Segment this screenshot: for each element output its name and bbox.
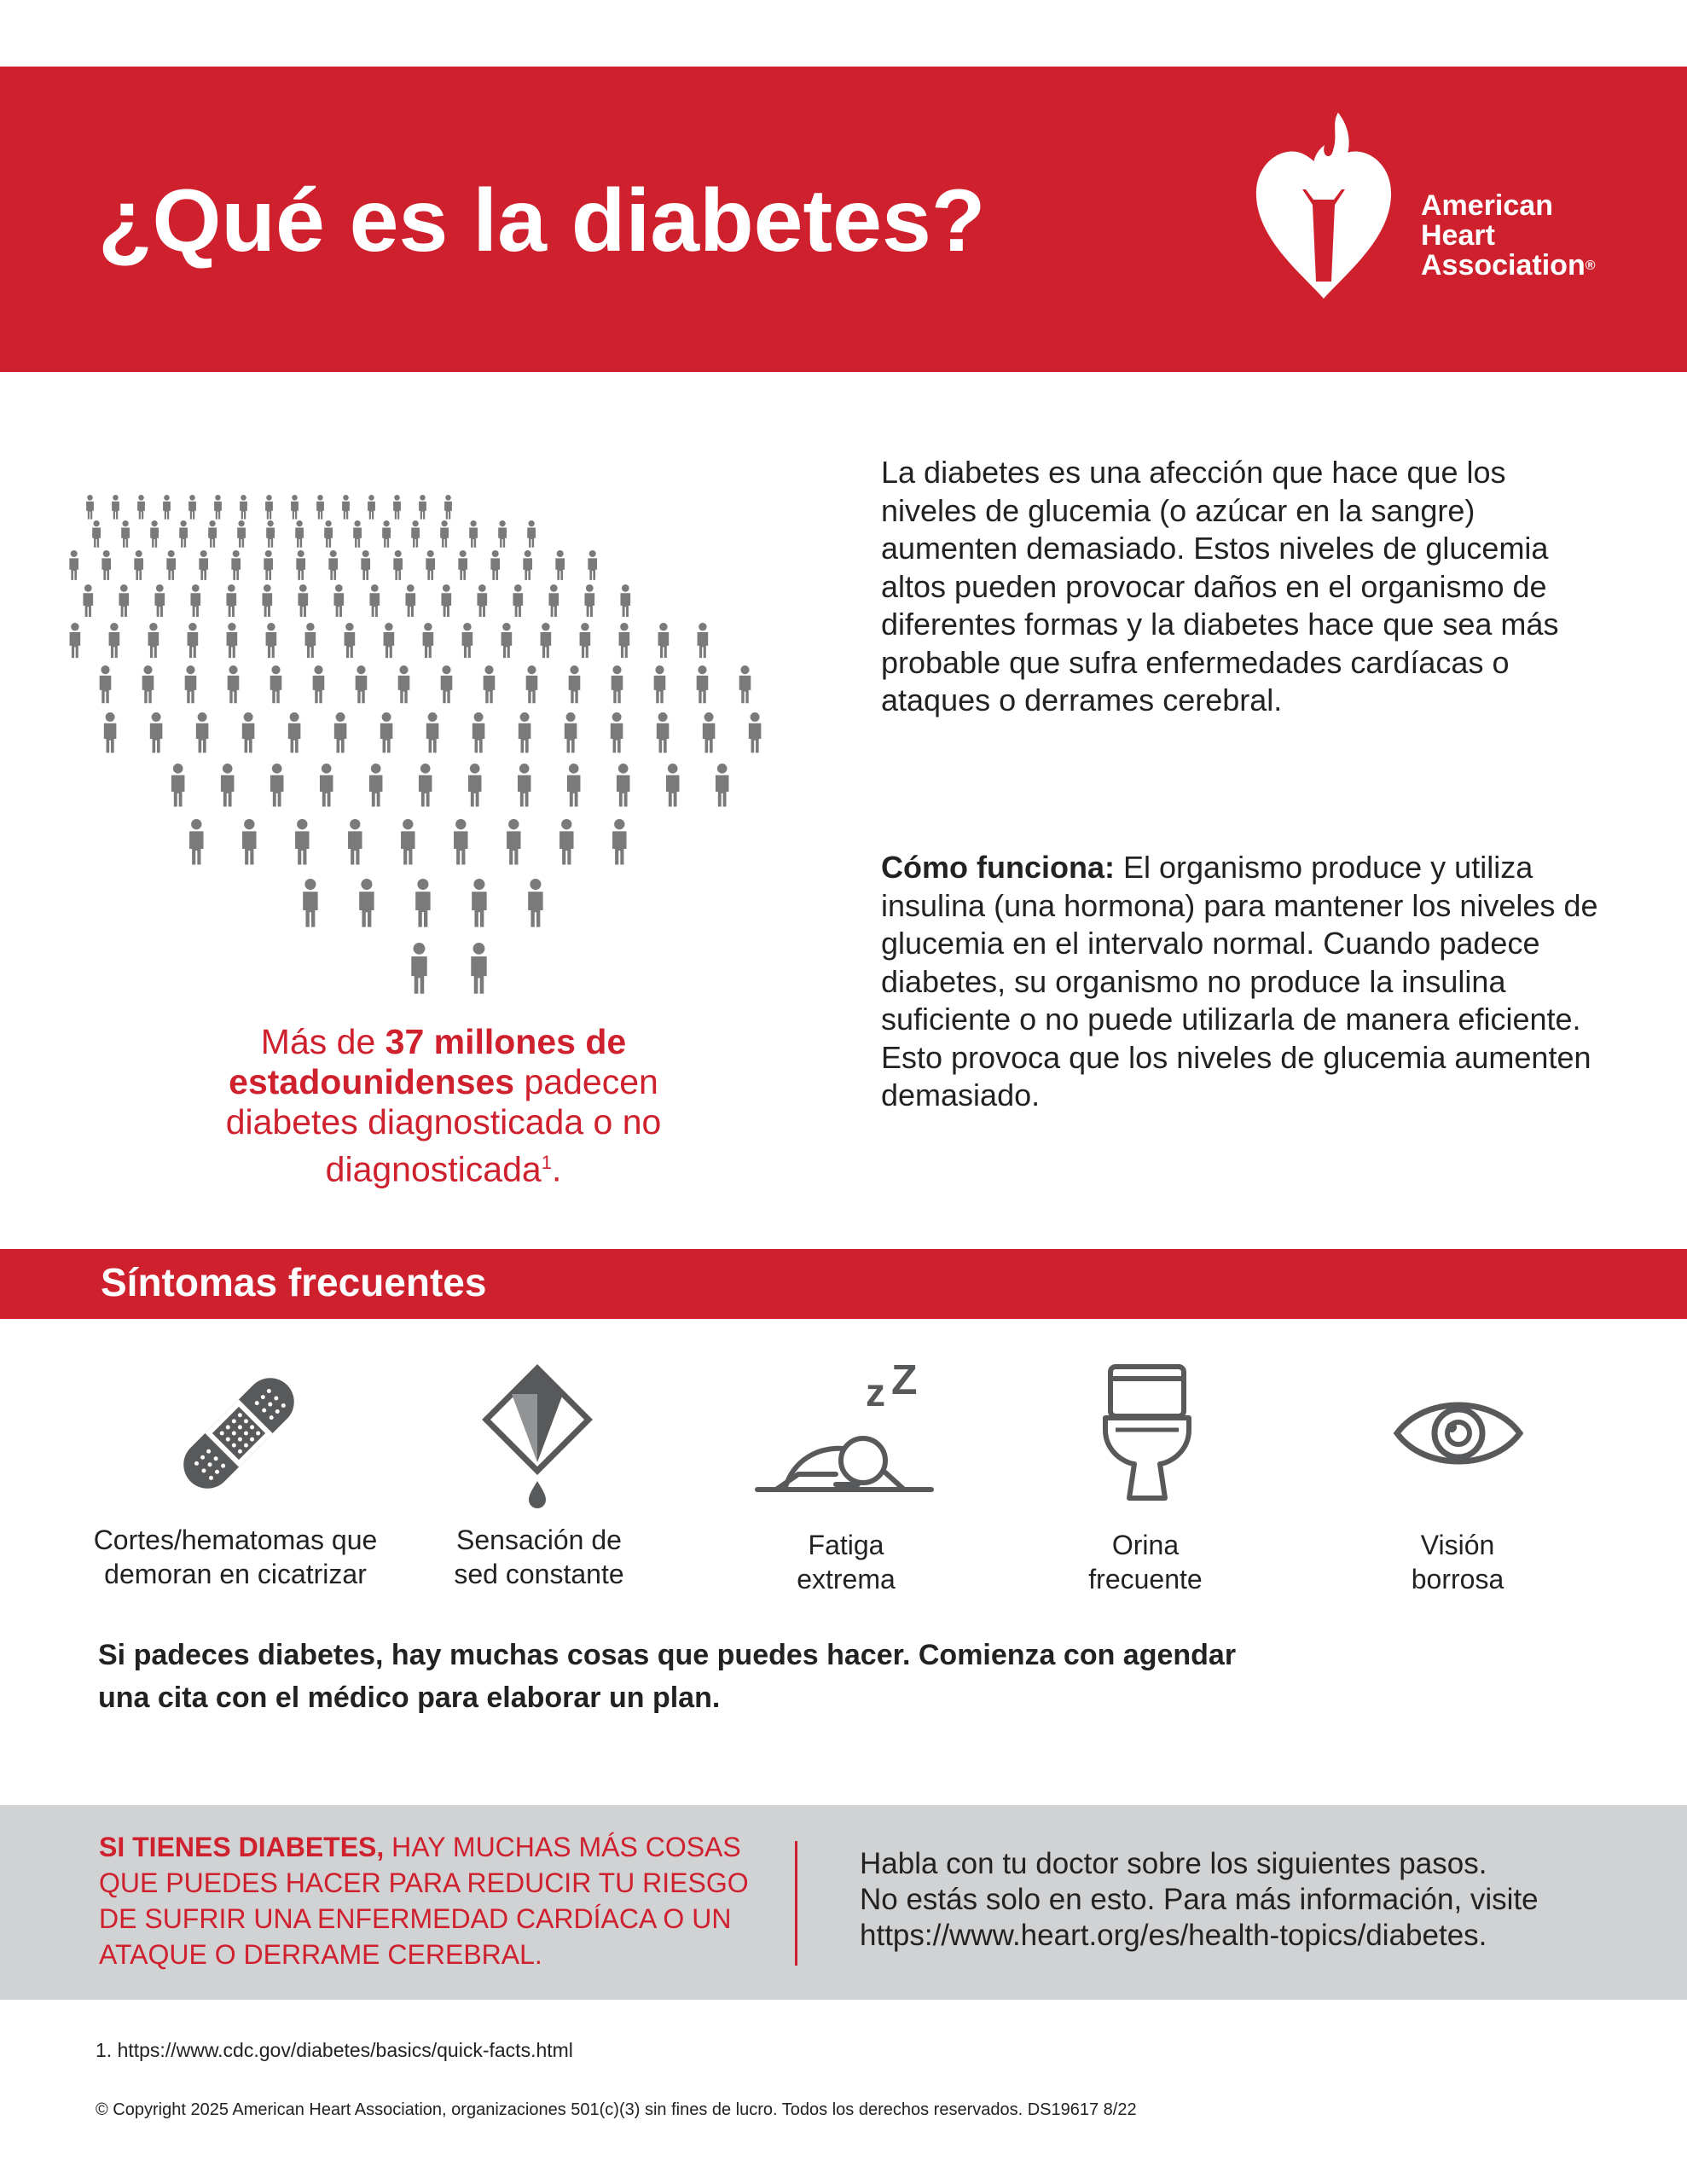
symptom-line: demoran en cicatrizar	[104, 1559, 367, 1589]
person-figure	[104, 712, 117, 752]
person-figure	[189, 819, 203, 865]
person-figure	[393, 550, 403, 580]
person-figure	[490, 550, 500, 580]
symptom-label-urination	[975, 1528, 1316, 1596]
person-figure	[440, 520, 449, 548]
person-figure	[163, 495, 171, 520]
symptom-line: Orina	[1111, 1530, 1180, 1560]
gray-left-bold: SI TIENES DIABETES,	[99, 1832, 385, 1862]
copyright-notice: © Copyright 2025 American Heart Association, organizaciones 501(c)(3) sin fines de lucro. Todos los derechos reservados. DS19617 8/22	[96, 2100, 1137, 2119]
person-figure	[541, 623, 552, 658]
person-figure	[426, 712, 439, 752]
person-figure	[228, 665, 240, 703]
person-figure	[296, 550, 305, 580]
stat-pre: Más de	[260, 1022, 386, 1061]
person-figure	[188, 495, 196, 520]
person-figure	[119, 584, 129, 617]
person-figure	[242, 712, 255, 752]
person-figure	[324, 520, 333, 548]
person-figure	[112, 495, 119, 520]
symptom-label-cuts	[65, 1523, 406, 1591]
person-figure	[86, 495, 94, 520]
person-figure	[419, 764, 432, 806]
symptom-label-thirst	[368, 1523, 710, 1591]
person-figure	[137, 495, 145, 520]
person-figure	[462, 623, 473, 658]
person-figure	[382, 520, 391, 548]
person-figure	[264, 550, 273, 580]
person-figure	[190, 584, 200, 617]
person-figure	[109, 623, 120, 658]
symptom-line: extrema	[797, 1564, 896, 1594]
person-figure	[295, 520, 304, 548]
person-figure	[101, 550, 111, 580]
person-figure	[507, 819, 520, 865]
person-figure	[513, 584, 523, 617]
person-figure	[698, 623, 709, 658]
person-figure	[150, 520, 159, 548]
how-label: Cómo funciona:	[881, 850, 1115, 885]
svg-text:z: z	[866, 1370, 885, 1414]
person-figure	[611, 712, 623, 752]
person-figure	[384, 623, 395, 658]
person-figure	[401, 819, 415, 865]
symptom-line: Visión	[1420, 1530, 1495, 1560]
person-figure	[328, 550, 338, 580]
stat-end: .	[551, 1149, 562, 1189]
person-figure	[270, 764, 284, 806]
person-figure	[471, 943, 486, 994]
person-figure	[526, 665, 538, 703]
person-figure	[620, 584, 630, 617]
person-figure	[270, 665, 282, 703]
person-figure	[612, 819, 626, 865]
person-figure	[498, 520, 507, 548]
person-figure	[369, 584, 380, 617]
person-figure	[739, 665, 751, 703]
person-figure	[345, 623, 356, 658]
person-figure	[313, 665, 325, 703]
person-figure	[142, 665, 154, 703]
gray-right-line-1: Habla con tu doctor sobre los siguientes pasos.	[860, 1847, 1487, 1880]
person-figure	[266, 623, 277, 658]
symptom-line: Cortes/hematomas que	[93, 1525, 378, 1555]
person-figure	[716, 764, 729, 806]
person-figure	[291, 495, 299, 520]
person-figure	[353, 520, 362, 548]
person-figure	[70, 623, 81, 658]
person-figure	[588, 550, 597, 580]
person-figure	[237, 520, 246, 548]
person-figure	[580, 623, 591, 658]
stat-footnote-ref: 1	[541, 1152, 552, 1173]
person-figure	[305, 623, 316, 658]
stat-bold: 37 millones de estadounidenses	[229, 1022, 627, 1101]
person-figure	[303, 879, 317, 927]
eye-icon	[1390, 1391, 1527, 1476]
person-figure	[666, 764, 680, 806]
person-figure	[415, 879, 430, 927]
person-figure	[380, 712, 393, 752]
logo-line-2: Heart	[1421, 219, 1495, 252]
gray-right-link[interactable]: https://www.heart.org/es/health-topics/diabetes.	[860, 1919, 1487, 1952]
person-figure	[320, 764, 333, 806]
person-figure	[444, 495, 452, 520]
person-figure	[654, 665, 666, 703]
person-figure	[658, 623, 670, 658]
person-figure	[100, 665, 112, 703]
person-figure	[697, 665, 709, 703]
person-figure	[468, 764, 482, 806]
person-figure	[441, 665, 453, 703]
person-figure	[83, 584, 93, 617]
person-figure	[69, 550, 78, 580]
person-figure	[423, 623, 434, 658]
person-figure	[368, 495, 375, 520]
person-figure	[231, 550, 241, 580]
person-figure	[555, 550, 565, 580]
person-figure	[548, 584, 559, 617]
toilet-icon	[1100, 1362, 1194, 1505]
person-figure	[356, 665, 368, 703]
person-figure	[617, 764, 630, 806]
person-figure	[262, 584, 272, 617]
person-figure	[454, 819, 467, 865]
page-title: ¿Qué es la diabetes?	[98, 171, 986, 270]
person-figure	[154, 584, 165, 617]
person-figure	[657, 712, 670, 752]
water-drop-icon	[461, 1363, 614, 1517]
person-figure	[199, 550, 208, 580]
person-figure	[472, 712, 485, 752]
gray-band-left-text	[99, 1829, 781, 1972]
person-figure	[134, 550, 143, 580]
symptom-label-vision	[1287, 1528, 1628, 1596]
person-figure	[584, 584, 594, 617]
intro-paragraph: La diabetes es una afección que hace que los niveles de glucemia (o azúcar en la sangre) aumenten demasiado. Estos niveles de glucemia altos pueden provocar daños en el organismo de diferentes formas y la diabetes hace que sea más probable que sufra enfermedades cardíacas o ataques o derrames cerebral.	[881, 455, 1559, 717]
person-figure	[612, 665, 623, 703]
person-figure	[411, 943, 426, 994]
bandage-icon	[162, 1356, 316, 1510]
person-figure	[472, 879, 486, 927]
person-figure	[477, 584, 487, 617]
person-figure	[369, 764, 383, 806]
person-figure	[393, 495, 401, 520]
person-figure	[226, 584, 236, 617]
symptom-line: borrosa	[1411, 1564, 1504, 1594]
person-figure	[348, 819, 362, 865]
gray-left-rest: HAY MUCHAS MÁS COSAS QUE PUEDES HACER PARA REDUCIR TU RIESGO DE SUFRIR UNA ENFERMEDAD CARDÍACA O UN ATAQUE O DERRAME CEREBRAL.	[99, 1832, 749, 1970]
symptom-line: sed constante	[454, 1559, 624, 1589]
person-figure	[569, 665, 581, 703]
person-figure	[426, 550, 435, 580]
person-figure	[265, 495, 273, 520]
person-figure	[565, 712, 577, 752]
person-figure	[227, 623, 238, 658]
person-figure	[559, 819, 573, 865]
person-figure	[484, 665, 496, 703]
heart-torch-logo-icon	[1249, 111, 1399, 303]
person-figure	[567, 764, 581, 806]
person-figure	[619, 623, 630, 658]
logo-line-3: Association	[1421, 249, 1586, 282]
person-figure	[441, 584, 451, 617]
person-figure	[148, 623, 159, 658]
person-figure	[405, 584, 415, 617]
person-figure	[242, 819, 256, 865]
person-figure	[266, 520, 275, 548]
symptom-line: Fatiga	[808, 1530, 884, 1560]
person-figure	[92, 520, 101, 548]
person-figure	[398, 665, 410, 703]
gray-right-line-2: No estás solo en esto. Para más información, visite	[860, 1883, 1539, 1916]
symptoms-title: Síntomas frecuentes	[101, 1260, 487, 1304]
person-figure	[185, 665, 197, 703]
symptom-label-fatigue	[675, 1528, 1017, 1596]
person-figure	[528, 879, 542, 927]
person-figure	[221, 764, 235, 806]
gray-band-right-text	[860, 1846, 1661, 1954]
diabetes-statistic	[183, 1022, 704, 1190]
person-figure	[519, 712, 531, 752]
person-figure	[749, 712, 762, 752]
person-figure	[333, 584, 344, 617]
person-figure	[342, 495, 350, 520]
us-people-map-illustration	[51, 486, 819, 998]
person-figure	[419, 495, 426, 520]
person-figure	[458, 550, 467, 580]
logo-wordmark	[1421, 191, 1596, 281]
person-figure	[179, 520, 188, 548]
person-figure	[240, 495, 247, 520]
how-it-works-paragraph	[881, 849, 1606, 1115]
person-figure	[518, 764, 531, 806]
how-text: El organismo produce y utiliza insulina (una hormona) para mantener los niveles de glucemia en el intervalo normal. Cuando padece diabetes, su organismo no produce la insulina suficiente o no puede utilizarla de manera eficiente. Esto provoca que los niveles de glucemia aumenten demasiado.	[881, 850, 1598, 1112]
svg-text:Z: Z	[891, 1365, 918, 1403]
person-figure	[214, 495, 222, 520]
person-figure	[295, 819, 309, 865]
person-figure	[359, 879, 374, 927]
person-figure	[208, 520, 217, 548]
symptom-line: frecuente	[1088, 1564, 1203, 1594]
person-figure	[121, 520, 130, 548]
registered-mark: ®	[1585, 258, 1596, 273]
person-figure	[288, 712, 301, 752]
person-figure	[703, 712, 716, 752]
person-figure	[334, 712, 347, 752]
symptom-line: Sensación de	[456, 1525, 622, 1555]
person-figure	[361, 550, 370, 580]
sleeping-person-icon	[751, 1365, 938, 1502]
footnote: 1. https://www.cdc.gov/diabetes/basics/quick-facts.html	[96, 2039, 573, 2061]
person-figure	[166, 550, 176, 580]
logo-line-1: American	[1421, 189, 1553, 222]
stat-post: padecen diabetes diagnosticada o no diagnosticada	[225, 1062, 662, 1189]
person-figure	[523, 550, 532, 580]
call-to-action-text: Si padeces diabetes, hay muchas cosas que puedes hacer. Comienza con agendar una cita con el médico para elaborar un plan.	[98, 1639, 1237, 1714]
person-figure	[501, 623, 513, 658]
vertical-divider	[795, 1841, 797, 1966]
person-figure	[298, 584, 308, 617]
person-figure	[316, 495, 324, 520]
person-figure	[150, 712, 163, 752]
person-figure	[527, 520, 536, 548]
person-figure	[469, 520, 478, 548]
person-figure	[171, 764, 185, 806]
person-figure	[411, 520, 420, 548]
person-figure	[196, 712, 209, 752]
person-figure	[188, 623, 199, 658]
